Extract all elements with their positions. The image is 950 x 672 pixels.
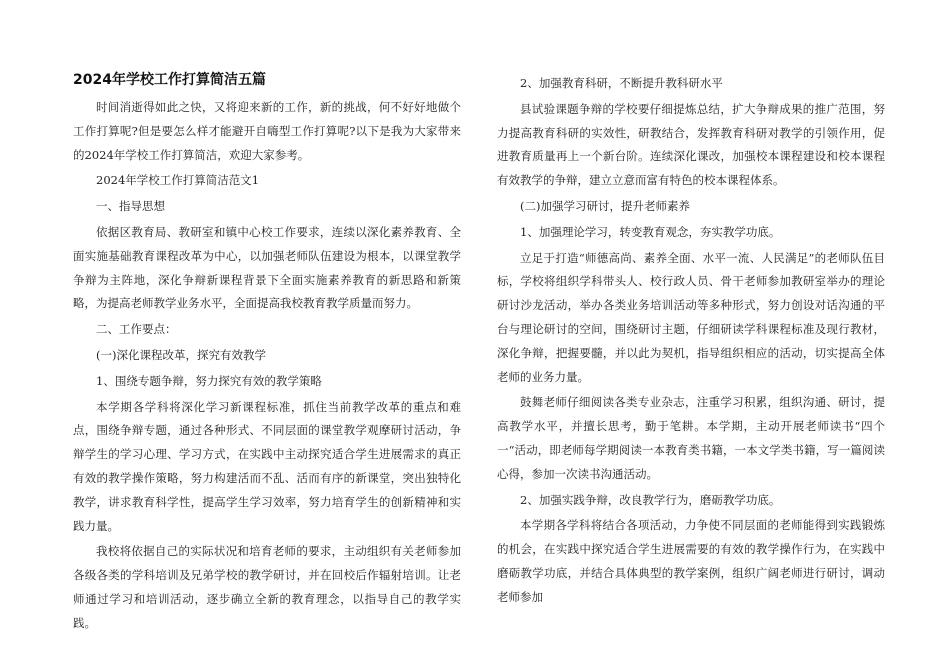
education-research-paragraph: 县试验课题争辩的学校要仔细提炼总结，扩大争辩成果的推广范围，努力提高教育科研的实效性，研教结合，发挥教育科研对教学的引领作用，促进教育质量再上一个新台阶。连续深化课改，加强校本课程建设和校本课程有效教学的争辩，建立立意而富有特色的校本课程体系。 xyxy=(497,101,885,188)
item-heading-theory-study: 1、加强理论学习，转变教育观念，夯实教学功底。 xyxy=(520,224,781,239)
section-heading-guiding-ideas: 一、指导思想 xyxy=(96,199,165,214)
item-heading-education-research: 2、加强教育科研，不断提升教科研水平 xyxy=(520,76,723,90)
subsection-heading-curriculum-reform: (一)深化课程改革，探究有效教学 xyxy=(96,347,266,362)
intro-paragraph: 时间消逝得如此之快，又将迎来新的工作，新的挑战，何不好好地做个工作打算呢?但是要怎么样才能避开自嗨型工作打算呢?以下是我为大家带来的2024年学校工作打算简洁，欢迎大家参考。 xyxy=(73,100,461,162)
reading-activity-paragraph: 鼓舞老师仔细阅读各类专业杂志，注重学习积累，组织沟通、研讨，提高教学水平，并擅长思考，勤于笔耕。本学期，主动开展老师读书“四个一“活动，即老师每学期阅读一本教育类书籍，一本文学类书籍，写一篇阅读心得，参加一次读书沟通活动。 xyxy=(497,395,885,481)
subsection-heading-study-research: (二)加强学习研讨，提升老师素养 xyxy=(520,198,690,213)
left-column xyxy=(73,70,461,638)
section-heading-work-points: 二、工作要点： xyxy=(96,322,177,337)
topic-research-paragraph: 本学期各学科将深化学习新课程标准，抓住当前教学改革的重点和难点，围绕争辩专题，通过各种形式、不同层面的课堂教学观摩研讨活动，争辩学生的学习心理、学习方式，在实践中主动探究适合学生进展需求的真正有效的教学操作策略，努力构建活而不乱、活而有序的新课堂，突出独特化教学，讲求教育科学性，提高学生学习效率，努力培育学生的创新精神和实践力量。 xyxy=(73,399,461,533)
document-title: 2024年学校工作打算简洁五篇 xyxy=(73,72,266,88)
sample-heading: 2024年学校工作打算简洁范文1 xyxy=(96,173,260,188)
item-heading-topic-research: 1、围绕专题争辩，努力探究有效的教学策略 xyxy=(96,373,322,388)
theory-study-paragraph: 立足于打造“师德高尚、素养全面、水平一流、人民满足”的老师队伍目标，学校将组织学科带头人、校行政人员、骨干老师参加教研室举办的理论研讨沙龙活动，举办各类业务培训活动等多种形式，努力创设对话沟通的平台与理论研讨的空间，围绕研讨主题，仔细研读学科课程标准及现行教材，深化争辩，把握要髓，并以此为契机，指导组织相应的活动，切实提高全体老师的业务力量。 xyxy=(497,250,885,384)
right-column xyxy=(497,72,885,612)
practice-research-paragraph: 本学期各学科将结合各项活动，力争使不同层面的老师能得到实践锻炼的机会，在实践中探究适合学生进展需要的有效的教学操作行为，在实践中磨砺教学功底，并结合具体典型的教学案例，组织广阔老师进行研讨，调动老师参加 xyxy=(497,518,885,604)
teacher-training-paragraph: 我校将依据自己的实际状况和培育老师的要求，主动组织有关老师参加各级各类的学科培训及兄弟学校的教学研讨，并在回校后作辐射培训。让老师通过学习和培训活动，逐步确立全新的教育理念，以指导自己的教学实践。 xyxy=(73,544,461,630)
item-heading-practice-research: 2、加强实践争辩，改良教学行为，磨砺教学功底。 xyxy=(520,492,781,507)
guiding-ideas-paragraph: 依据区教育局、教研室和镇中心校工作要求，连续以深化素养教育、全面实施基础教育课程改革为中心，以加强老师队伍建设为根本，以课堂教学争辩为主阵地，深化争辩新课程背景下全面实施素养教育的新思路和新策略，为提高老师教学业务水平，全面提高我校教育教学质量而努力。 xyxy=(73,224,461,311)
